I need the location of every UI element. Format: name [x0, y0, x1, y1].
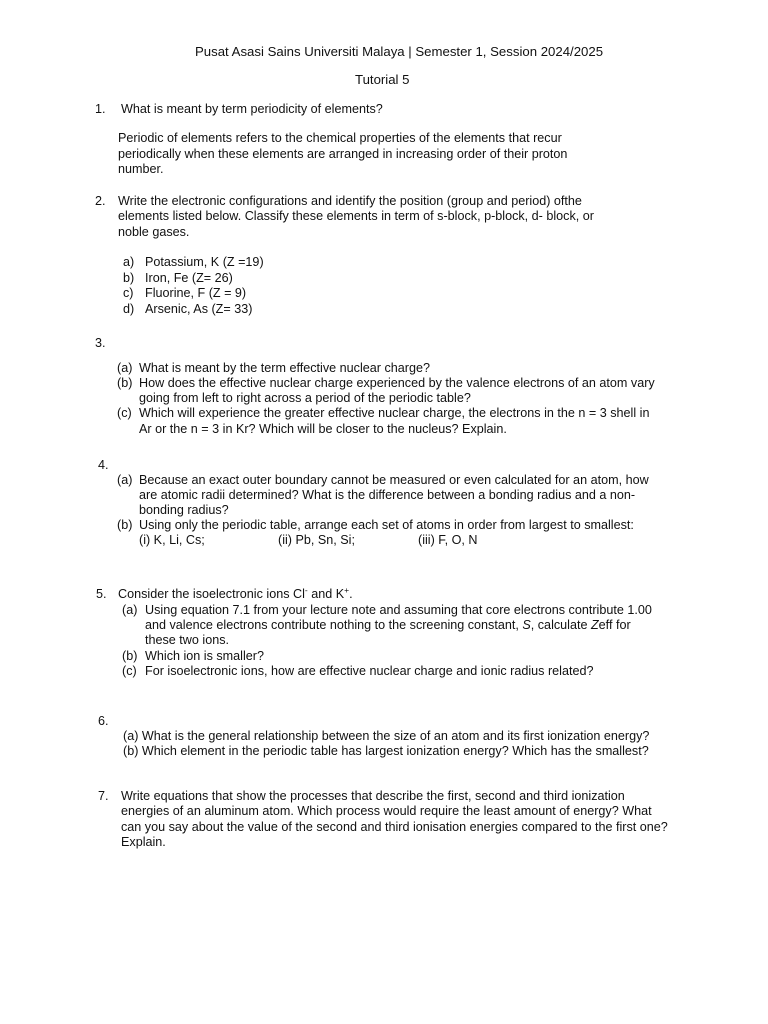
atom-set: (ii) Pb, Sn, Si; — [278, 533, 355, 547]
item-label: (b) — [122, 649, 138, 663]
intro-text: Consider the isoelectronic ions Cl — [118, 587, 305, 601]
sub-question: going from left to right across a period of the periodic table? — [139, 391, 471, 405]
question-text: elements listed below. Classify these elements in term of s-block, p-block, d- block, or — [118, 209, 594, 223]
item-label: (b) — [117, 376, 133, 390]
question-number: 7. — [98, 789, 109, 803]
sub-question: How does the effective nuclear charge experienced by the valence electrons of an atom vary — [139, 376, 655, 390]
sub-question: bonding radius? — [139, 503, 229, 517]
sub-question: Which ion is smaller? — [145, 649, 264, 663]
superscript: - — [304, 585, 308, 595]
sub-question: Because an exact outer boundary cannot be measured or even calculated for an atom, how — [139, 473, 649, 487]
item-label: a) — [123, 255, 135, 269]
question-text: Explain. — [121, 835, 166, 849]
list-item: Arsenic, As (Z= 33) — [145, 302, 253, 316]
answer-line: number. — [118, 162, 164, 176]
question-text: can you say about the value of the second and third ionisation energies compared to the first one? — [121, 820, 668, 834]
item-label: (c) — [117, 406, 132, 420]
text-run: S — [522, 618, 531, 632]
question-text — [118, 587, 353, 603]
question-text: energies of an aluminum atom. Which process would require the least amount of energy? What — [121, 804, 652, 818]
question-number: 2. — [95, 194, 106, 208]
item-label: (a) — [117, 361, 133, 375]
sub-question: Using only the periodic table, arrange each set of atoms in order from largest to smallest: — [139, 518, 634, 532]
question-number: 5. — [96, 587, 107, 601]
sub-question: Which will experience the greater effective nuclear charge, the electrons in the n = 3 shell in — [139, 406, 650, 420]
answer-line: Periodic of elements refers to the chemical properties of the elements that recur — [118, 131, 562, 145]
text-run: eff for — [598, 618, 631, 632]
question-text: What is meant by term periodicity of elements? — [121, 102, 383, 116]
intro-text: and K — [307, 587, 345, 601]
sub-question: (b) Which element in the periodic table has largest ionization energy? Which has the smallest? — [123, 744, 649, 758]
item-label: (c) — [122, 664, 137, 678]
list-item: Iron, Fe (Z= 26) — [145, 271, 233, 285]
text-run: , calculate — [530, 618, 591, 632]
item-label: (b) — [117, 518, 133, 532]
item-label: (a) — [122, 603, 138, 617]
superscript: + — [344, 585, 350, 595]
list-item: Potassium, K (Z =19) — [145, 255, 264, 269]
sub-question: What is meant by the term effective nuclear charge? — [139, 361, 430, 375]
atom-set: (i) K, Li, Cs; — [139, 533, 205, 547]
question-number: 3. — [95, 336, 106, 350]
question-number: 6. — [98, 714, 109, 728]
atom-set: (iii) F, O, N — [418, 533, 478, 547]
sub-question: Ar or the n = 3 in Kr? Which will be closer to the nucleus? Explain. — [139, 422, 507, 436]
tutorial-number: Tutorial 5 — [355, 72, 410, 87]
question-number: 4. — [98, 458, 109, 472]
intro-text: . — [349, 587, 353, 601]
item-label: d) — [123, 302, 135, 316]
document-title: Pusat Asasi Sains Universiti Malaya | Semester 1, Session 2024/2025 — [195, 44, 604, 59]
sub-question — [145, 618, 675, 633]
item-label: c) — [123, 286, 134, 300]
answer-line: periodically when these elements are arranged in increasing order of their proton — [118, 147, 568, 161]
text-run: Z — [590, 618, 599, 632]
item-label: b) — [123, 271, 135, 285]
sub-question: Using equation 7.1 from your lecture note and assuming that core electrons contribute 1.00 — [145, 603, 652, 617]
item-label: (a) — [117, 473, 133, 487]
sub-question: (a) What is the general relationship between the size of an atom and its first ionization energy? — [123, 729, 650, 743]
question-text: Write equations that show the processes that describe the first, second and third ionization — [121, 789, 625, 803]
sub-question: For isoelectronic ions, how are effective nuclear charge and ionic radius related? — [145, 664, 594, 678]
sub-question: are atomic radii determined? What is the difference between a bonding radius and a non- — [139, 488, 636, 502]
question-number: 1. — [95, 102, 106, 116]
list-item: Fluorine, F (Z = 9) — [145, 286, 247, 300]
sub-question: these two ions. — [145, 633, 230, 647]
question-text: Write the electronic configurations and identify the position (group and period) ofthe — [118, 194, 582, 208]
text-run: and valence electrons contribute nothing to the screening constant, — [145, 618, 523, 632]
question-text: noble gases. — [118, 225, 190, 239]
